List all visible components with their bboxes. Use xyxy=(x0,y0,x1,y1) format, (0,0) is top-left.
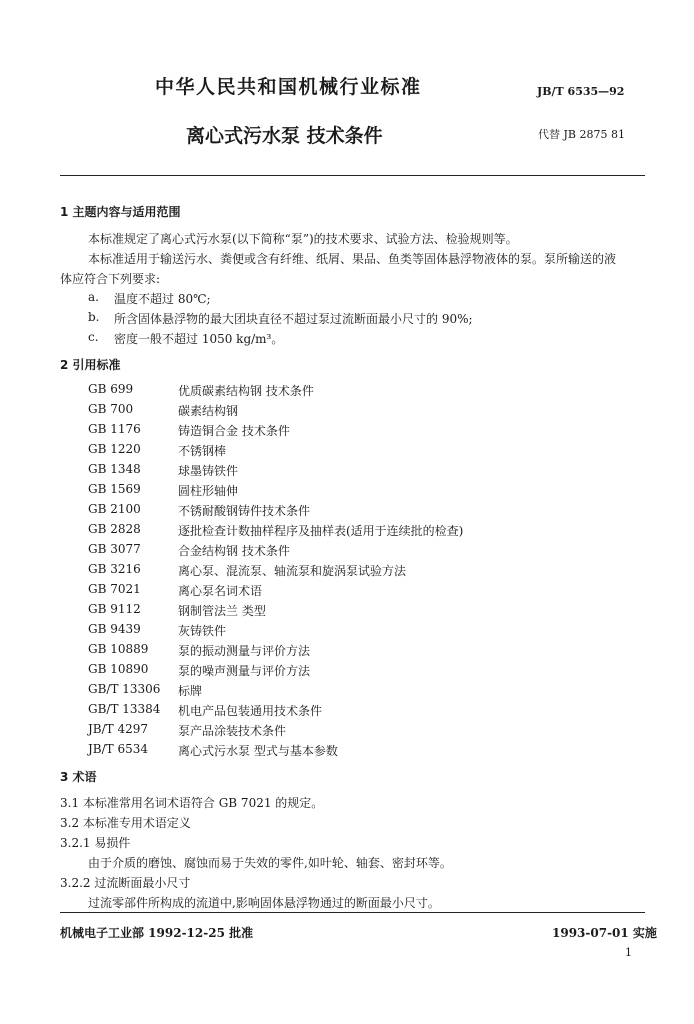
section-1-paragraph-1: 本标准规定了离心式污水泵(以下简称“泵”)的技术要求、试验方法、检验规则等。 xyxy=(88,232,518,246)
ref-code: GB 1569 xyxy=(88,482,141,496)
ref-title: 逐批检查计数抽样程序及抽样表(适用于连续批的检查) xyxy=(178,524,464,538)
issuing-organization: 中华人民共和国机械行业标准 xyxy=(155,76,422,98)
ref-code: GB/T 13306 xyxy=(88,682,161,696)
ref-title: 泵产品涂装技术条件 xyxy=(178,724,287,738)
ref-code: GB 10889 xyxy=(88,642,149,656)
section-2-heading: 2 引用标准 xyxy=(60,358,121,372)
ref-title: 标牌 xyxy=(178,684,203,698)
clause-3-2-2-heading: 3.2.2 过流断面最小尺寸 xyxy=(60,876,191,890)
ref-title: 离心式污水泵 型式与基本参数 xyxy=(178,744,338,758)
ref-title: 合金结构钢 技术条件 xyxy=(178,544,290,558)
ref-title: 机电产品包装通用技术条件 xyxy=(178,704,323,718)
ref-code: GB 10890 xyxy=(88,662,149,676)
clause-3-2-1-text: 由于介质的磨蚀、腐蚀而易于失效的零件,如叶轮、轴套、密封环等。 xyxy=(88,856,452,870)
implementation-date: 1993-07-01 实施 xyxy=(552,926,657,940)
ref-code: GB 699 xyxy=(88,382,134,396)
replaces-note: 代替 JB 2875 81 xyxy=(538,128,625,141)
requirement-b-label: b. xyxy=(88,310,100,324)
ref-code: GB/T 13384 xyxy=(88,702,161,716)
ref-code: GB 3077 xyxy=(88,542,141,556)
requirement-c-text: 密度一般不超过 1050 kg/m³。 xyxy=(114,332,284,346)
ref-title: 圆柱形轴伸 xyxy=(178,484,239,498)
ref-title: 离心泵、混流泵、轴流泵和旋涡泵试验方法 xyxy=(178,564,407,578)
requirement-c-label: c. xyxy=(88,330,99,344)
section-3-heading: 3 术语 xyxy=(60,770,97,784)
ref-title: 不锈耐酸钢铸件技术条件 xyxy=(178,504,311,518)
ref-code: GB 2100 xyxy=(88,502,141,516)
ref-title: 泵的噪声测量与评价方法 xyxy=(178,664,311,678)
section-1-heading: 1 主题内容与适用范围 xyxy=(60,205,181,219)
ref-code: GB 7021 xyxy=(88,582,141,596)
clause-3-1: 3.1 本标准常用名词术语符合 GB 7021 的规定。 xyxy=(60,796,324,810)
requirement-b-text: 所含固体悬浮物的最大团块直径不超过泵过流断面最小尺寸的 90%; xyxy=(114,312,473,326)
ref-title: 不锈钢棒 xyxy=(178,444,227,458)
ref-code: JB/T 4297 xyxy=(88,722,149,736)
section-1-paragraph-2-line-1: 本标准适用于输送污水、粪便或含有纤维、纸屑、果品、鱼类等固体悬浮物液体的泵。泵所输送的液 xyxy=(88,252,617,266)
ref-code: JB/T 6534 xyxy=(88,742,149,756)
footer-divider xyxy=(60,912,645,913)
ref-code: GB 1220 xyxy=(88,442,141,456)
ref-code: GB 9439 xyxy=(88,622,141,636)
page-number: 1 xyxy=(625,946,632,959)
section-1-paragraph-2-line-2: 体应符合下列要求: xyxy=(60,272,161,286)
ref-code: GB 9112 xyxy=(88,602,141,616)
ref-code: GB 1176 xyxy=(88,422,141,436)
ref-code: GB 2828 xyxy=(88,522,141,536)
clause-3-2: 3.2 本标准专用术语定义 xyxy=(60,816,191,830)
requirement-a-text: 温度不超过 80℃; xyxy=(114,292,211,306)
ref-code: GB 1348 xyxy=(88,462,141,476)
ref-code: GB 700 xyxy=(88,402,134,416)
clause-3-2-2-text: 过流零部件所构成的流道中,影响固体悬浮物通过的断面最小尺寸。 xyxy=(88,896,440,910)
ref-title: 球墨铸铁件 xyxy=(178,464,239,478)
ref-title: 铸造铜合金 技术条件 xyxy=(178,424,290,438)
standard-code: JB/T 6535—92 xyxy=(537,85,625,98)
ref-title: 泵的振动测量与评价方法 xyxy=(178,644,311,658)
ref-title: 钢制管法兰 类型 xyxy=(178,604,266,618)
ref-title: 优质碳素结构钢 技术条件 xyxy=(178,384,314,398)
clause-3-2-1-heading: 3.2.1 易损件 xyxy=(60,836,131,850)
ref-title: 碳素结构钢 xyxy=(178,404,239,418)
header-divider xyxy=(60,175,645,176)
document-title: 离心式污水泵 技术条件 xyxy=(186,125,383,147)
ref-title: 灰铸铁件 xyxy=(178,624,227,638)
requirement-a-label: a. xyxy=(88,290,99,304)
ref-code: GB 3216 xyxy=(88,562,141,576)
ref-title: 离心泵名词术语 xyxy=(178,584,263,598)
approval-note: 机械电子工业部 1992-12-25 批准 xyxy=(60,926,254,940)
